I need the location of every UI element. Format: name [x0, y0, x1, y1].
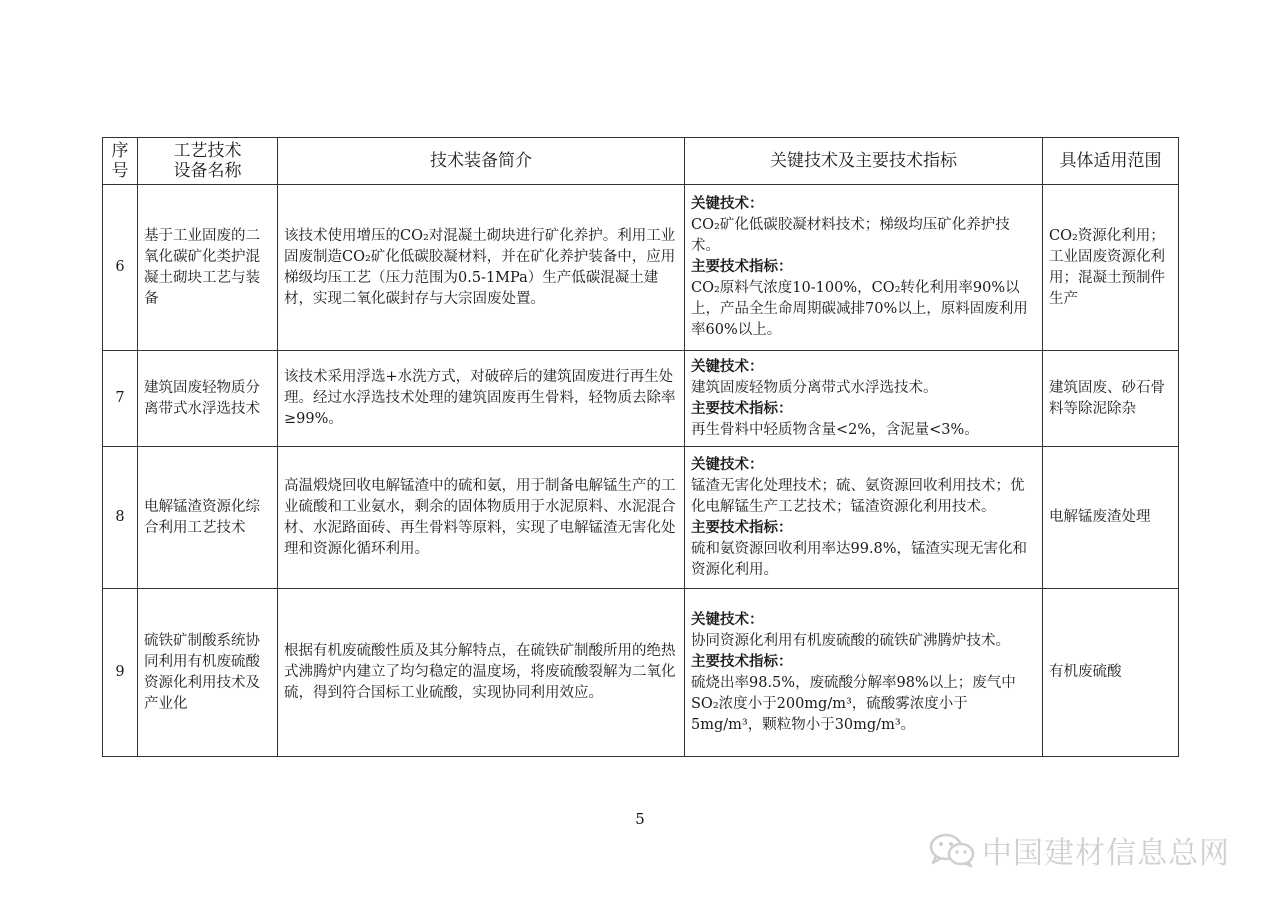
row-intro: 该技术使用增压的CO₂对混凝土砌块进行矿化养护。利用工业固废制造CO₂矿化低碳胶凝材料，并在矿化养护装备中，应用梯级均压工艺（压力范围为0.5-1MPa）生产低碳混凝土建材，实现二氧化碳封存与大宗固废处置。 [278, 185, 685, 351]
header-seq-line2: 号 [111, 161, 129, 181]
key-tech-label: 关键技术： [691, 358, 764, 375]
indicator-text: CO₂原料气浓度10-100%，CO₂转化利用率90%以上，产品全生命周期碳减排70%以上，原料固废利用率60%以上。 [691, 280, 1028, 338]
table-row [103, 447, 1179, 589]
page-number: 5 [635, 810, 645, 828]
wechat-icon [928, 832, 976, 868]
row-scope: 电解锰废渣处理 [1043, 447, 1179, 589]
key-tech-text: 锰渣无害化处理技术；硫、氨资源回收利用技术；优化电解锰生产工艺技术；锰渣资源化利用技术。 [691, 477, 1025, 515]
key-tech-text: 协同资源化利用有机废硫酸的硫铁矿沸腾炉技术。 [691, 632, 1010, 649]
header-name-line2: 设备名称 [173, 161, 242, 181]
indicator-text: 再生骨料中轻质物含量<2%，含泥量<3%。 [691, 421, 979, 438]
row-key-tech [685, 589, 1043, 757]
row-name: 电解锰渣资源化综合利用工艺技术 [138, 447, 278, 589]
table-header-row [103, 138, 1179, 185]
row-intro: 根据有机废硫酸性质及其分解特点，在硫铁矿制酸所用的绝热式沸腾炉内建立了均匀稳定的温度场，将废硫酸裂解为二氧化硫，得到符合国标工业硫酸，实现协同利用效应。 [278, 589, 685, 757]
key-tech-label: 关键技术： [691, 196, 764, 212]
row-scope: CO₂资源化利用；工业固废资源化利用；混凝土预制件生产 [1043, 185, 1179, 351]
watermark [928, 832, 1230, 871]
technology-table [102, 137, 1179, 757]
header-seq-line1: 序 [111, 141, 129, 161]
row-name: 建筑固废轻物质分离带式水浮选技术 [138, 351, 278, 447]
table-row [103, 185, 1179, 351]
row-key-tech [685, 447, 1043, 589]
indicator-text: 硫和氨资源回收利用率达99.8%，锰渣实现无害化和资源化利用。 [691, 540, 1028, 578]
row-key-tech [685, 185, 1043, 351]
row-intro: 高温煅烧回收电解锰渣中的硫和氨，用于制备电解锰生产的工业硫酸和工业氨水，剩余的固体物质用于水泥原料、水泥混合材、水泥路面砖、再生骨料等原料，实现了电解锰渣无害化处理和资源化循环利用。 [278, 447, 685, 589]
watermark-text: 中国建材信息总网 [982, 836, 1230, 871]
header-key: 关键技术及主要技术指标 [685, 138, 1043, 185]
row-scope: 建筑固废、砂石骨料等除泥除杂 [1043, 351, 1179, 447]
header-name [138, 138, 278, 185]
key-tech-text: 建筑固废轻物质分离带式水浮选技术。 [691, 379, 938, 396]
row-name: 基于工业固废的二氧化碳矿化类护混凝土砌块工艺与装备 [138, 185, 278, 351]
indicator-label: 主要技术指标： [691, 653, 793, 670]
header-intro: 技术装备简介 [278, 138, 685, 185]
row-scope: 有机废硫酸 [1043, 589, 1179, 757]
header-scope: 具体适用范围 [1043, 138, 1179, 185]
indicator-label: 主要技术指标： [691, 519, 793, 536]
header-name-line1: 工艺技术 [173, 141, 242, 161]
key-tech-label: 关键技术： [691, 611, 764, 628]
row-seq: 8 [103, 447, 138, 589]
indicator-label: 主要技术指标： [691, 259, 793, 275]
key-tech-label: 关键技术： [691, 456, 764, 473]
row-key-tech [685, 351, 1043, 447]
row-seq: 6 [103, 185, 138, 351]
table-row [103, 589, 1179, 757]
key-tech-text: CO₂矿化低碳胶凝材料技术；梯级均压矿化养护技术。 [691, 217, 1010, 254]
row-name: 硫铁矿制酸系统协同利用有机废硫酸资源化利用技术及产业化 [138, 589, 278, 757]
row-seq: 9 [103, 589, 138, 757]
indicator-text: 硫烧出率98.5%，废硫酸分解率98%以上；废气中SO₂浓度小于200mg/m³，硫酸雾浓度小于5mg/m³，颗粒物小于30mg/m³。 [691, 674, 1016, 733]
row-intro: 该技术采用浮选+水洗方式，对破碎后的建筑固废进行再生处理。经过水浮选技术处理的建筑固废再生骨料，轻物质去除率≥99%。 [278, 351, 685, 447]
table-row [103, 351, 1179, 447]
header-seq [103, 138, 138, 185]
indicator-label: 主要技术指标： [691, 400, 793, 417]
row-seq: 7 [103, 351, 138, 447]
